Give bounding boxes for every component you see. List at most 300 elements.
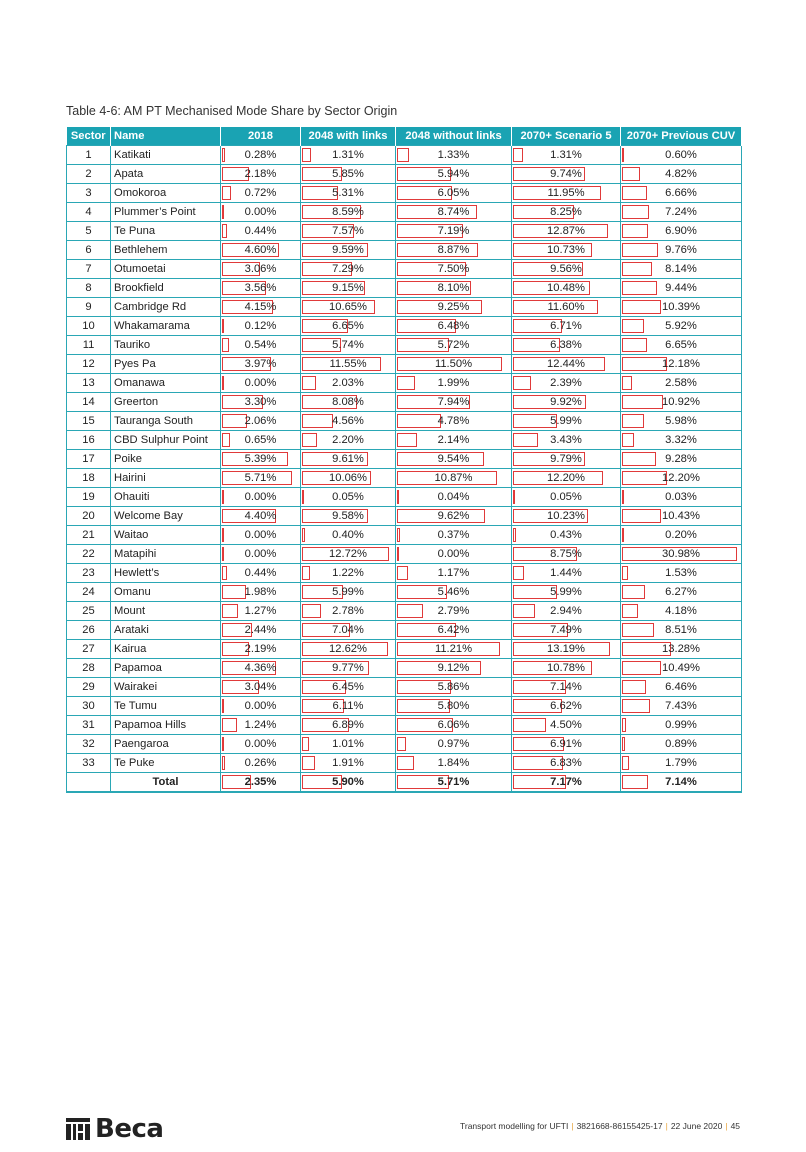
cell-2048-with-links bbox=[301, 184, 396, 203]
cell-2048-without-links bbox=[396, 298, 512, 317]
cell-value: 7.17% bbox=[550, 776, 582, 788]
cell-sector: 18 bbox=[67, 469, 111, 488]
cell-sector: 12 bbox=[67, 355, 111, 374]
footer-doc-title: Transport modelling for UFTI bbox=[460, 1121, 569, 1131]
cell-value: 0.40% bbox=[332, 529, 364, 541]
cell-2048-without-links bbox=[396, 317, 512, 336]
cell-value: 7.50% bbox=[437, 263, 470, 275]
table-row bbox=[67, 735, 742, 754]
cell-value: 0.03% bbox=[665, 491, 697, 503]
footer-date: 22 June 2020 bbox=[670, 1121, 723, 1131]
cell-value: 0.54% bbox=[244, 339, 277, 351]
cell-sector: 6 bbox=[67, 241, 111, 260]
data-bar bbox=[622, 300, 661, 314]
cell-2048-with-links bbox=[301, 355, 396, 374]
cell-value: 9.44% bbox=[665, 282, 697, 294]
cell-2048-with-links bbox=[301, 393, 396, 412]
cell-value: 7.29% bbox=[332, 263, 364, 275]
cell-2070-scenario-5 bbox=[512, 735, 621, 754]
data-bar bbox=[622, 585, 645, 599]
cell-2018 bbox=[221, 279, 301, 298]
cell-value: 11.50% bbox=[434, 358, 473, 370]
cell-value: 6.48% bbox=[437, 320, 470, 332]
cell-value: 6.62% bbox=[550, 700, 582, 712]
cell-value: 8.51% bbox=[665, 624, 697, 636]
col-header-sector: Sector bbox=[67, 127, 111, 146]
cell-value: 9.25% bbox=[437, 301, 470, 313]
table-row bbox=[67, 697, 742, 716]
col-header-2048-with-links: 2048 with links bbox=[301, 127, 396, 146]
table-row bbox=[67, 716, 742, 735]
cell-2018 bbox=[221, 602, 301, 621]
cell-2070-previous-cuv bbox=[621, 355, 742, 374]
cell-2070-scenario-5 bbox=[512, 298, 621, 317]
mode-share-table bbox=[66, 127, 742, 793]
cell-value: 3.43% bbox=[550, 434, 582, 446]
cell-2048-with-links bbox=[301, 773, 396, 793]
cell-sector: 10 bbox=[67, 317, 111, 336]
cell-sector: 2 bbox=[67, 165, 111, 184]
cell-2048-with-links bbox=[301, 564, 396, 583]
cell-name: Tauriko bbox=[111, 336, 221, 355]
cell-name: Cambridge Rd bbox=[111, 298, 221, 317]
data-bar bbox=[302, 376, 316, 390]
table-row bbox=[67, 488, 742, 507]
cell-2070-previous-cuv bbox=[621, 773, 742, 793]
cell-2048-without-links bbox=[396, 488, 512, 507]
cell-value: 0.00% bbox=[244, 548, 277, 560]
cell-value: 0.28% bbox=[244, 149, 277, 161]
cell-2048-with-links bbox=[301, 146, 396, 165]
cell-2048-without-links bbox=[396, 450, 512, 469]
cell-value: 6.46% bbox=[665, 681, 697, 693]
cell-2070-scenario-5 bbox=[512, 374, 621, 393]
cell-value: 0.43% bbox=[550, 529, 582, 541]
cell-2048-with-links bbox=[301, 317, 396, 336]
table-caption: Table 4-6: AM PT Mechanised Mode Share by Sector Origin bbox=[66, 104, 398, 118]
data-bar bbox=[513, 148, 523, 162]
cell-2048-without-links bbox=[396, 735, 512, 754]
cell-2018 bbox=[221, 526, 301, 545]
cell-value: 0.00% bbox=[244, 529, 277, 541]
cell-value: 10.49% bbox=[662, 662, 700, 674]
table-row bbox=[67, 222, 742, 241]
cell-2070-previous-cuv bbox=[621, 279, 742, 298]
cell-2048-without-links bbox=[396, 583, 512, 602]
cell-value: 4.78% bbox=[437, 415, 470, 427]
cell-sector: 11 bbox=[67, 336, 111, 355]
cell-2070-previous-cuv bbox=[621, 754, 742, 773]
cell-value: 6.65% bbox=[332, 320, 364, 332]
cell-sector: 16 bbox=[67, 431, 111, 450]
cell-value: 2.19% bbox=[244, 643, 277, 655]
cell-value: 2.03% bbox=[332, 377, 364, 389]
cell-value: 30.98% bbox=[662, 548, 700, 560]
cell-sector: 15 bbox=[67, 412, 111, 431]
cell-value: 1.84% bbox=[437, 757, 470, 769]
cell-value: 12.20% bbox=[547, 472, 585, 484]
cell-value: 5.99% bbox=[550, 586, 582, 598]
cell-2070-scenario-5 bbox=[512, 279, 621, 298]
cell-sector: 13 bbox=[67, 374, 111, 393]
cell-value: 6.42% bbox=[437, 624, 470, 636]
data-bar bbox=[222, 718, 237, 732]
table-row bbox=[67, 564, 742, 583]
cell-name: Omanawa bbox=[111, 374, 221, 393]
cell-2048-without-links bbox=[396, 697, 512, 716]
cell-2048-without-links bbox=[396, 469, 512, 488]
cell-2048-without-links bbox=[396, 640, 512, 659]
cell-name: Wairakei bbox=[111, 678, 221, 697]
cell-value: 1.33% bbox=[437, 149, 470, 161]
data-bar bbox=[222, 699, 224, 713]
data-bar bbox=[622, 319, 644, 333]
cell-value: 1.79% bbox=[665, 757, 697, 769]
cell-value: 13.28% bbox=[662, 643, 700, 655]
cell-value: 8.59% bbox=[332, 206, 364, 218]
cell-value: 6.27% bbox=[665, 586, 697, 598]
cell-2018 bbox=[221, 317, 301, 336]
cell-sector: 1 bbox=[67, 146, 111, 165]
cell-value: 7.43% bbox=[665, 700, 697, 712]
cell-2070-previous-cuv bbox=[621, 526, 742, 545]
cell-value: 5.71% bbox=[437, 776, 470, 788]
cell-2070-scenario-5 bbox=[512, 412, 621, 431]
table-row bbox=[67, 754, 742, 773]
cell-2048-without-links bbox=[396, 678, 512, 697]
cell-2048-with-links bbox=[301, 716, 396, 735]
cell-value: 1.22% bbox=[332, 567, 364, 579]
data-bar bbox=[622, 528, 624, 542]
cell-value: 2.94% bbox=[550, 605, 582, 617]
header-row bbox=[67, 127, 742, 146]
cell-sector bbox=[67, 773, 111, 793]
cell-value: 7.04% bbox=[332, 624, 364, 636]
cell-value: 7.24% bbox=[665, 206, 697, 218]
cell-2048-without-links bbox=[396, 754, 512, 773]
cell-2070-scenario-5 bbox=[512, 450, 621, 469]
cell-name: Tauranga South bbox=[111, 412, 221, 431]
cell-2048-with-links bbox=[301, 659, 396, 678]
cell-value: 1.31% bbox=[550, 149, 582, 161]
data-bar bbox=[622, 414, 644, 428]
cell-2070-scenario-5 bbox=[512, 317, 621, 336]
cell-value: 10.92% bbox=[662, 396, 700, 408]
data-bar bbox=[302, 148, 311, 162]
cell-value: 9.79% bbox=[550, 453, 582, 465]
cell-2070-scenario-5 bbox=[512, 678, 621, 697]
cell-2048-with-links bbox=[301, 374, 396, 393]
data-bar bbox=[513, 566, 524, 580]
cell-2070-previous-cuv bbox=[621, 203, 742, 222]
cell-2070-scenario-5 bbox=[512, 697, 621, 716]
cell-value: 13.19% bbox=[547, 643, 585, 655]
data-bar bbox=[622, 167, 640, 181]
cell-value: 10.78% bbox=[547, 662, 585, 674]
cell-name: Omokoroa bbox=[111, 184, 221, 203]
cell-name: Matapihi bbox=[111, 545, 221, 564]
cell-value: 4.15% bbox=[244, 301, 277, 313]
cell-2018 bbox=[221, 773, 301, 793]
cell-name: Mount bbox=[111, 602, 221, 621]
cell-2048-with-links bbox=[301, 488, 396, 507]
cell-value: 0.05% bbox=[550, 491, 582, 503]
cell-name: Omanu bbox=[111, 583, 221, 602]
cell-2018 bbox=[221, 298, 301, 317]
cell-2018 bbox=[221, 412, 301, 431]
cell-2048-with-links bbox=[301, 279, 396, 298]
data-bar bbox=[397, 433, 417, 447]
table-row bbox=[67, 184, 742, 203]
cell-value: 8.25% bbox=[550, 206, 582, 218]
cell-value: 2.35% bbox=[244, 776, 277, 788]
cell-value: 4.36% bbox=[244, 662, 277, 674]
data-bar bbox=[622, 661, 661, 675]
cell-value: 10.87% bbox=[434, 472, 473, 484]
data-bar bbox=[222, 756, 225, 770]
data-bar bbox=[222, 547, 224, 561]
cell-sector: 28 bbox=[67, 659, 111, 678]
cell-value: 0.00% bbox=[244, 377, 277, 389]
cell-name: Brookfield bbox=[111, 279, 221, 298]
cell-2070-previous-cuv bbox=[621, 583, 742, 602]
cell-value: 7.94% bbox=[437, 396, 470, 408]
cell-value: 0.60% bbox=[665, 149, 697, 161]
cell-2048-with-links bbox=[301, 222, 396, 241]
data-bar bbox=[622, 338, 647, 352]
cell-2070-previous-cuv bbox=[621, 260, 742, 279]
cell-value: 0.72% bbox=[244, 187, 277, 199]
cell-2048-with-links bbox=[301, 640, 396, 659]
cell-2070-scenario-5 bbox=[512, 754, 621, 773]
cell-sector: 29 bbox=[67, 678, 111, 697]
cell-value: 4.18% bbox=[665, 605, 697, 617]
cell-value: 3.97% bbox=[244, 358, 277, 370]
cell-2048-without-links bbox=[396, 355, 512, 374]
cell-value: 9.54% bbox=[437, 453, 470, 465]
cell-name: Hairini bbox=[111, 469, 221, 488]
data-bar bbox=[222, 566, 227, 580]
cell-value: 5.72% bbox=[437, 339, 470, 351]
cell-2070-previous-cuv bbox=[621, 678, 742, 697]
cell-2070-scenario-5 bbox=[512, 469, 621, 488]
cell-value: 3.32% bbox=[665, 434, 697, 446]
cell-value: 0.05% bbox=[332, 491, 364, 503]
cell-name: CBD Sulphur Point bbox=[111, 431, 221, 450]
cell-value: 1.24% bbox=[244, 719, 277, 731]
cell-sector: 22 bbox=[67, 545, 111, 564]
cell-sector: 27 bbox=[67, 640, 111, 659]
cell-name: Te Puke bbox=[111, 754, 221, 773]
data-bar bbox=[622, 376, 632, 390]
cell-2070-previous-cuv bbox=[621, 146, 742, 165]
cell-2018 bbox=[221, 488, 301, 507]
cell-2048-with-links bbox=[301, 431, 396, 450]
cell-2048-without-links bbox=[396, 165, 512, 184]
table-row bbox=[67, 203, 742, 222]
cell-value: 1.31% bbox=[332, 149, 364, 161]
beca-logo-text: Beca bbox=[95, 1114, 164, 1144]
cell-2048-without-links bbox=[396, 279, 512, 298]
table-row bbox=[67, 241, 742, 260]
cell-2048-with-links bbox=[301, 336, 396, 355]
table-row bbox=[67, 165, 742, 184]
cell-value: 0.44% bbox=[244, 225, 277, 237]
cell-2048-without-links bbox=[396, 716, 512, 735]
cell-value: 4.82% bbox=[665, 168, 697, 180]
cell-value: 6.66% bbox=[665, 187, 697, 199]
cell-value: 0.37% bbox=[437, 529, 470, 541]
cell-value: 1.27% bbox=[244, 605, 277, 617]
cell-2070-scenario-5 bbox=[512, 184, 621, 203]
table-row bbox=[67, 602, 742, 621]
data-bar bbox=[222, 490, 224, 504]
cell-2018 bbox=[221, 697, 301, 716]
cell-2018 bbox=[221, 659, 301, 678]
cell-name: Arataki bbox=[111, 621, 221, 640]
cell-value: 5.99% bbox=[550, 415, 582, 427]
data-bar bbox=[397, 547, 399, 561]
cell-value: 3.04% bbox=[244, 681, 277, 693]
cell-value: 9.74% bbox=[550, 168, 582, 180]
data-bar bbox=[222, 338, 229, 352]
cell-value: 5.39% bbox=[244, 453, 277, 465]
cell-2018 bbox=[221, 184, 301, 203]
cell-2048-without-links bbox=[396, 374, 512, 393]
cell-2018 bbox=[221, 621, 301, 640]
cell-2018 bbox=[221, 469, 301, 488]
cell-value: 12.20% bbox=[662, 472, 700, 484]
cell-sector: 20 bbox=[67, 507, 111, 526]
cell-value: 3.06% bbox=[244, 263, 277, 275]
cell-2070-previous-cuv bbox=[621, 317, 742, 336]
cell-2070-scenario-5 bbox=[512, 507, 621, 526]
table-row bbox=[67, 355, 742, 374]
cell-name: Greerton bbox=[111, 393, 221, 412]
cell-name: Paengaroa bbox=[111, 735, 221, 754]
cell-2070-previous-cuv bbox=[621, 184, 742, 203]
cell-2048-without-links bbox=[396, 336, 512, 355]
cell-value: 5.90% bbox=[332, 776, 364, 788]
cell-2070-previous-cuv bbox=[621, 165, 742, 184]
cell-2070-scenario-5 bbox=[512, 773, 621, 793]
cell-value: 0.00% bbox=[244, 491, 277, 503]
cell-value: 0.00% bbox=[437, 548, 470, 560]
cell-value: 9.56% bbox=[550, 263, 582, 275]
cell-2070-previous-cuv bbox=[621, 640, 742, 659]
table-row bbox=[67, 146, 742, 165]
table-row bbox=[67, 279, 742, 298]
cell-2048-with-links bbox=[301, 298, 396, 317]
table-row bbox=[67, 659, 742, 678]
cell-2018 bbox=[221, 678, 301, 697]
cell-2048-without-links bbox=[396, 659, 512, 678]
data-bar bbox=[622, 471, 667, 485]
cell-2070-scenario-5 bbox=[512, 716, 621, 735]
cell-2070-previous-cuv bbox=[621, 507, 742, 526]
cell-value: 12.87% bbox=[547, 225, 585, 237]
cell-value: 12.44% bbox=[547, 358, 585, 370]
table-row bbox=[67, 545, 742, 564]
data-bar bbox=[397, 148, 409, 162]
cell-2048-with-links bbox=[301, 450, 396, 469]
data-bar bbox=[222, 319, 224, 333]
page-footer bbox=[460, 1121, 740, 1131]
table-row bbox=[67, 412, 742, 431]
cell-2070-previous-cuv bbox=[621, 298, 742, 317]
col-header-name: Name bbox=[111, 127, 221, 146]
data-bar bbox=[622, 433, 634, 447]
data-bar bbox=[622, 186, 647, 200]
cell-2018 bbox=[221, 735, 301, 754]
data-bar bbox=[622, 490, 624, 504]
cell-value: 2.78% bbox=[332, 605, 364, 617]
cell-2018 bbox=[221, 431, 301, 450]
footer-page-number: 45 bbox=[730, 1121, 741, 1131]
cell-2070-previous-cuv bbox=[621, 621, 742, 640]
cell-value: 9.58% bbox=[332, 510, 364, 522]
cell-name: Katikati bbox=[111, 146, 221, 165]
data-bar bbox=[222, 224, 227, 238]
data-bar bbox=[622, 699, 650, 713]
footer-doc-ref: 3821668-86155425-17 bbox=[576, 1121, 663, 1131]
cell-value: 3.30% bbox=[244, 396, 277, 408]
data-bar bbox=[622, 566, 628, 580]
data-bar bbox=[622, 680, 646, 694]
data-bar bbox=[622, 395, 663, 409]
cell-2070-scenario-5 bbox=[512, 165, 621, 184]
cell-value: 2.18% bbox=[244, 168, 277, 180]
cell-value: 11.60% bbox=[547, 301, 585, 313]
cell-2070-previous-cuv bbox=[621, 412, 742, 431]
data-bar bbox=[397, 376, 415, 390]
cell-2070-previous-cuv bbox=[621, 602, 742, 621]
data-bar bbox=[513, 433, 538, 447]
cell-value: 6.11% bbox=[332, 700, 364, 712]
cell-2048-without-links bbox=[396, 412, 512, 431]
cell-value: 7.49% bbox=[550, 624, 582, 636]
col-header-2070-scenario-5: 2070+ Scenario 5 bbox=[512, 127, 621, 146]
cell-value: 2.44% bbox=[244, 624, 277, 636]
data-bar bbox=[302, 756, 315, 770]
data-bar bbox=[397, 604, 423, 618]
cell-value: 1.17% bbox=[437, 567, 470, 579]
cell-value: 5.92% bbox=[665, 320, 697, 332]
cell-value: 8.75% bbox=[550, 548, 582, 560]
cell-sector: 17 bbox=[67, 450, 111, 469]
table-row bbox=[67, 298, 742, 317]
cell-2048-with-links bbox=[301, 545, 396, 564]
cell-2048-with-links bbox=[301, 203, 396, 222]
cell-2070-previous-cuv bbox=[621, 735, 742, 754]
cell-name: Apata bbox=[111, 165, 221, 184]
cell-2070-scenario-5 bbox=[512, 355, 621, 374]
cell-value: 6.38% bbox=[550, 339, 582, 351]
cell-name: Otumoetai bbox=[111, 260, 221, 279]
cell-sector: 3 bbox=[67, 184, 111, 203]
cell-name: Whakamarama bbox=[111, 317, 221, 336]
cell-sector: 5 bbox=[67, 222, 111, 241]
cell-value: 12.18% bbox=[662, 358, 700, 370]
cell-value: 1.44% bbox=[550, 567, 582, 579]
cell-name: Bethlehem bbox=[111, 241, 221, 260]
data-bar bbox=[397, 528, 400, 542]
data-bar bbox=[222, 737, 224, 751]
cell-2070-previous-cuv bbox=[621, 431, 742, 450]
cell-value: 2.06% bbox=[244, 415, 277, 427]
cell-value: 12.72% bbox=[329, 548, 367, 560]
data-bar bbox=[222, 148, 225, 162]
